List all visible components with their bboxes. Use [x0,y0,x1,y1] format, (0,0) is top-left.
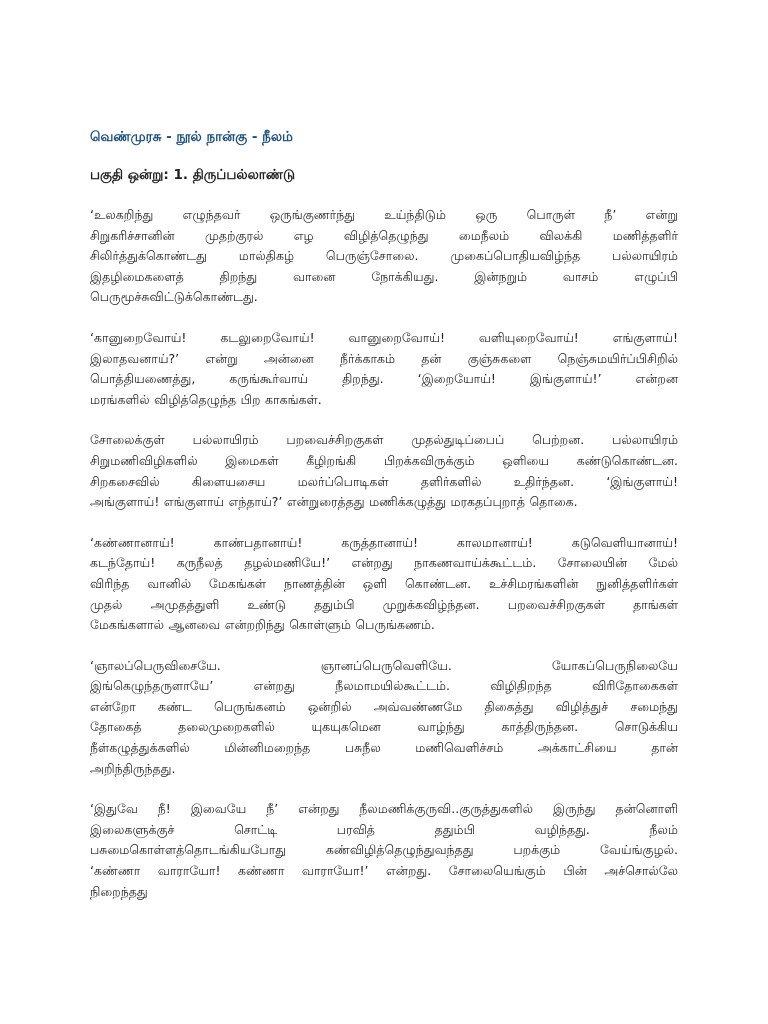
paragraph-line: என்றோ கண்ட பெருங்கனம் ஒன்றில் அவ்வண்ணமே திகைத்து விழித்துச் சமைந்து [90,698,678,714]
paragraph [90,430,678,512]
paragraph [90,328,678,410]
paragraph-line: இலாதவனாய்?’ என்று அன்னை நீர்க்காகம் தன் குஞ்சுகளை நெஞ்சுமயிர்ப்பிசிறில் [90,350,678,366]
paragraph-line: சிலிர்த்துக்கொண்டது மால்திகழ் பெருஞ்சோலை. முகைப்பொதியவிழ்ந்த பல்லாயிரம் [90,248,678,264]
paragraph-line: மரங்களில் விழித்தெழுந்த பிற காகங்கள். [90,391,322,407]
paragraph-line: இங்கெழுந்தருளாயே’ என்றது நீலமாமயில்கூட்டம். விழிதிறந்த விரிதோகைகள் [90,678,678,694]
paragraph-line: அங்குளாய்! எங்குளாய் எந்தாய்?’ என்றுரைத்தது மணிக்கழுத்து மரகதப்புறாத் தொகை. [90,494,578,510]
paragraph-line: ‘கண்ணா வாராயோ! கண்ணா வாராயோ!’ என்றது. சோலையெங்கும் பின் அச்சொல்லே [90,863,678,879]
paragraph-line: முதல் அமுதத்துளி உண்டு ததும்பி முறுக்கவிழ்ந்தன. பறவைச்சிறகுகள் தாங்கள் [90,596,678,612]
paragraph-line: பெருமூச்சுவிட்டுக்கொண்டது. [90,289,258,305]
paragraph-line: சிறுமணிவிழிகளில் இமைகள் கீழிறங்கி பிறக்கவிருக்கும் ஒளியை கண்டுகொண்டன. [90,452,678,468]
paragraph-line: ‘கானுறைவோய்! கடலுறைவோய்! வானுறைவோய்! வளியுறைவோய்! எங்குளாய்! [90,329,678,345]
paragraph-line: ‘இதுவே நீ! இவையே நீ’ என்றது நீலமணிக்குருவி..குருத்துகளில் இருந்து தன்னொளி [90,801,678,817]
paragraph-line: ‘கண்ணானாய்! காண்பதானாய்! கருத்தானாய்! காலமானாய்! கடுவெளியானாய்! [90,534,678,550]
paragraph-line: கடந்தோய்! கருநீலத் தழல்மணியே!’ என்றது நாகணவாய்க்கூட்டம். சோலையின் மேல் [90,555,678,571]
paragraph-line: விரிந்த வானில் மேகங்கள் நாணத்தின் ஒளி கொண்டன. உச்சிமரங்களின் நுனித்தளிர்கள் [90,575,678,591]
paragraph [90,533,678,636]
paragraph-line: அறிந்திருந்தது. [90,760,176,776]
paragraph-line: சோலைக்குள் பல்லாயிரம் பறவைச்சிறகுகள் முதல்துடிப்பைப் பெற்றன. பல்லாயிரம் [90,432,678,448]
paragraph-line: சிறுகரிச்சானின் முதற்குரல் எழ விழித்தெழுந்து மைநீலம் விலக்கி மணித்தளிர் [90,227,678,243]
paragraph-line: ‘உலகறிந்து எழுந்தவர் ஒருங்குணர்ந்து உய்ந்திடும் ஒரு பொருள் நீ’ என்று [90,207,678,222]
paragraph-line: சிறகசைவில் கிளையசைய மலர்ப்பொடிகள் தளிர்களில் உதிர்ந்தன. ‘இங்குளாய்! [90,473,678,489]
section-heading: பகுதி ஒன்று: 1. திருப்பல்லாண்டு [90,167,296,183]
paragraph-line: பசுமைகொள்ளத்தொடங்கியபோது கண்விழித்தெழுந்துவந்தது பறக்கும் வேய்ங்குழல். [90,842,678,858]
paragraph-line: மேகங்களால் ஆனவை என்றறிந்து கொள்ளும் பெருங்கணம். [90,617,435,633]
document-title: வெண்முரசு - நூல் நான்கு - நீலம் [90,129,293,145]
paragraph-line: நிறைந்தது [90,883,148,899]
paragraph [90,656,678,780]
paragraph-line: இலைகளுக்குச் சொட்டி பரவித் ததும்பி வழிந்தது. நீலம் [90,821,678,837]
paragraph [90,205,678,308]
paragraph-line: நீள்கழுத்துக்களில் மின்னிமறைந்த பசுநீல மணிவெளிச்சம் அக்காட்சியை தான் [90,740,678,756]
paragraph-line: ‘ஞாலப்பெருவிசையே. ஞானப்பெருவெளியே. யோகப்பெருநிலையே [90,657,678,673]
paragraph [90,799,678,902]
document-body [90,205,678,902]
paragraph-line: தோகைத் தலைமுறைகளில் யுகயுகமென வாழ்ந்து காத்திருந்தன. சொடுக்கிய [90,719,678,735]
paragraph-line: இதழிமைகளைத் திறந்து வானை நோக்கியது. இன்நறும் வாசம் எழுப்பி [90,268,678,284]
paragraph-line: பொத்தியணைத்து, கருங்கூர்வாய் திறந்து. ‘இறையோய்! இங்குளாய்!’ என்றன [90,371,678,387]
